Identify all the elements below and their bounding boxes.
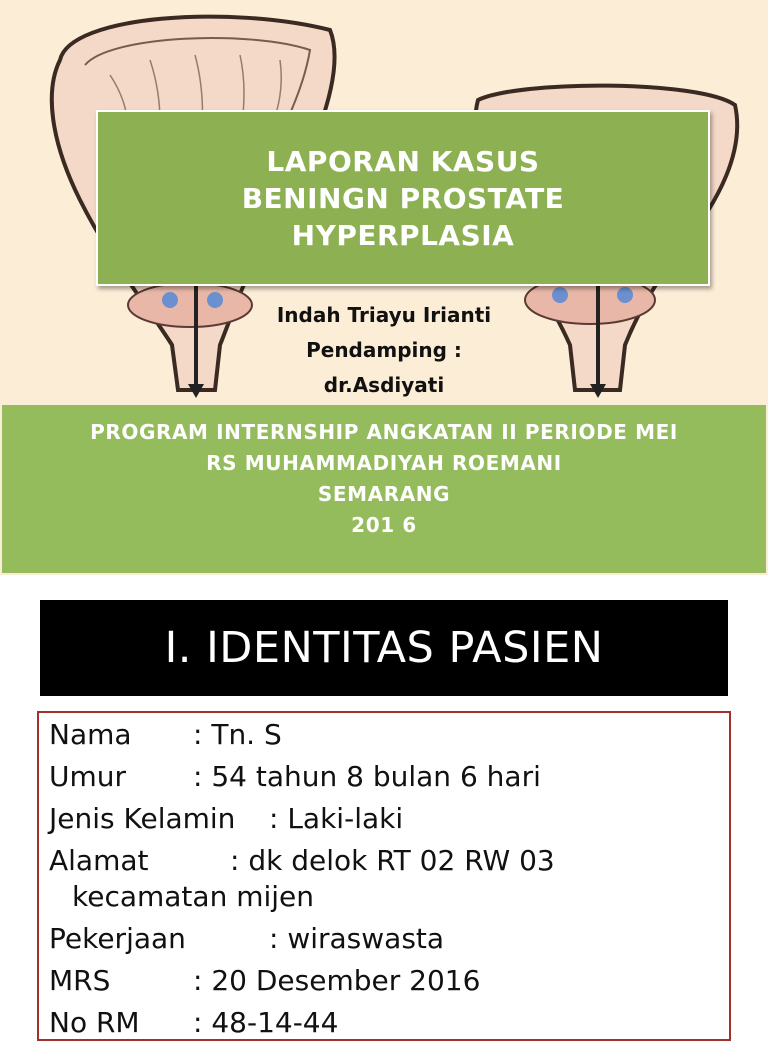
field-label: Nama (49, 718, 132, 751)
page-title: I. IDENTITAS PASIEN (164, 623, 604, 673)
field-value: : 54 tahun 8 bulan 6 hari (193, 760, 541, 793)
field-row (49, 843, 555, 879)
field-row (49, 1005, 339, 1041)
field-label: Jenis Kelamin (49, 802, 236, 835)
title-line: BENINGN PROSTATE (241, 181, 565, 215)
field-label: Alamat (49, 844, 149, 877)
supervisor-label: Pendamping : (306, 338, 462, 362)
field-row (49, 717, 282, 753)
title-box (96, 110, 710, 286)
field-row (49, 759, 541, 795)
field-label: Pekerjaan (49, 922, 186, 955)
field-value: : Laki-laki (269, 802, 404, 835)
field-row (49, 801, 404, 837)
field-row (49, 921, 445, 957)
heading-box (40, 600, 728, 696)
supervisor-name: dr.Asdiyati (323, 373, 445, 397)
field-value: : wiraswasta (269, 922, 445, 955)
identity-slide (0, 575, 768, 1039)
field-row (49, 963, 481, 999)
field-label: No RM (49, 1006, 140, 1039)
title-line: LAPORAN KASUS (266, 144, 540, 178)
program-box (2, 405, 766, 573)
program-line: RS MUHAMMADIYAH ROEMANI (206, 451, 562, 475)
field-value: : Tn. S (193, 718, 282, 751)
field-value: : 20 Desember 2016 (193, 964, 481, 997)
field-value: : dk delok RT 02 RW 03 (230, 844, 555, 877)
identity-frame (37, 711, 731, 1041)
field-label: Umur (49, 760, 127, 793)
field-value-continued: kecamatan mijen (72, 880, 315, 913)
field-value: : 48-14-44 (193, 1006, 339, 1039)
program-line: 201 6 (351, 513, 417, 537)
author-name: Indah Triayu Irianti (276, 303, 492, 327)
title-line: HYPERPLASIA (291, 218, 515, 252)
program-line: SEMARANG (317, 482, 451, 506)
author-block (184, 298, 584, 403)
field-label: MRS (49, 964, 111, 997)
program-line: PROGRAM INTERNSHIP ANGKATAN II PERIODE MEI (90, 420, 678, 444)
